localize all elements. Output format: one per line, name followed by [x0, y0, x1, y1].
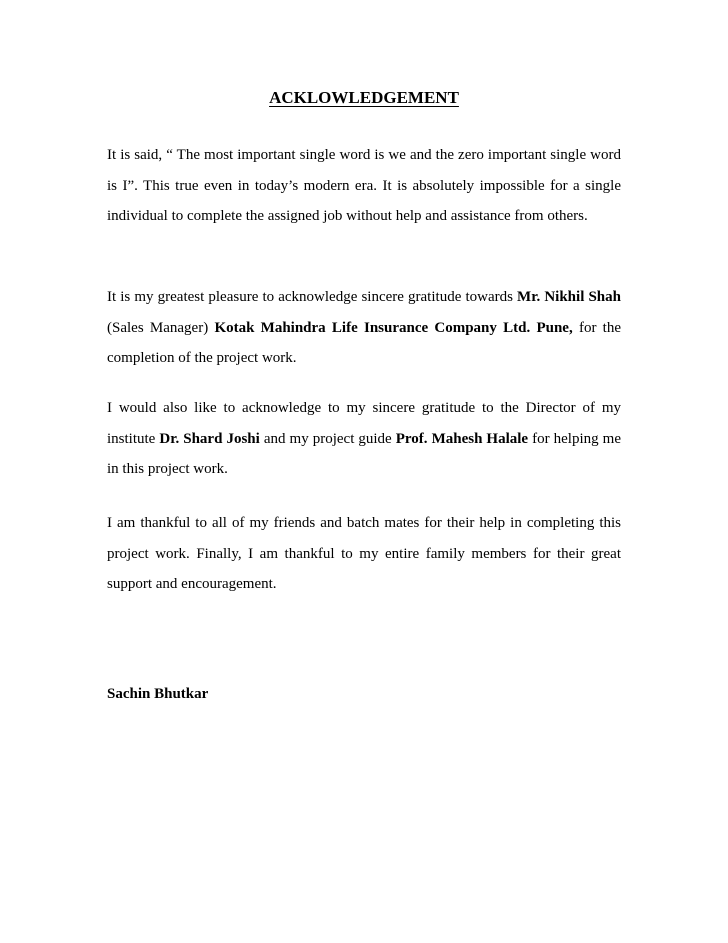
paragraph-text: for helping me in this project work. — [107, 430, 621, 477]
paragraph-gratitude-company — [107, 282, 621, 374]
paragraph-text: and my project guide — [259, 430, 396, 447]
document-title: ACKLOWLEDGEMENT — [269, 88, 459, 107]
paragraph-text: It is my greatest pleasure to acknowledge sincere gratitude towards — [107, 289, 518, 305]
paragraph-gratitude-institute — [107, 393, 621, 485]
manager-name: Mr. Nikhil Shah — [517, 289, 621, 305]
paragraph-intro: It is said, “ The most important single word is we and the zero important single word is I”. This true even in today’s modern era. It is absolutely impossible for a single individual to complete the assigned job without help and assistance from others. — [107, 147, 621, 224]
director-name: Dr. Shard Joshi — [159, 430, 260, 447]
paragraph-friends-family: I am thankful to all of my friends and batch mates for their help in completing this project work. Finally, I am thankful to my entire family members for their great support and encouragement. — [107, 515, 621, 592]
paragraph-text: for the completion of the project work. — [107, 319, 621, 366]
signature-name: Sachin Bhutkar — [107, 686, 209, 702]
guide-name: Prof. Mahesh Halale — [395, 430, 529, 447]
paragraph-text: I would also like to acknowledge to my sincere gratitude to the Director of my institute — [107, 400, 621, 447]
company-name: Kotak Mahindra Life Insurance Company Ltd. Pune, — [214, 319, 573, 336]
paragraph-text: (Sales Manager) — [107, 319, 215, 336]
